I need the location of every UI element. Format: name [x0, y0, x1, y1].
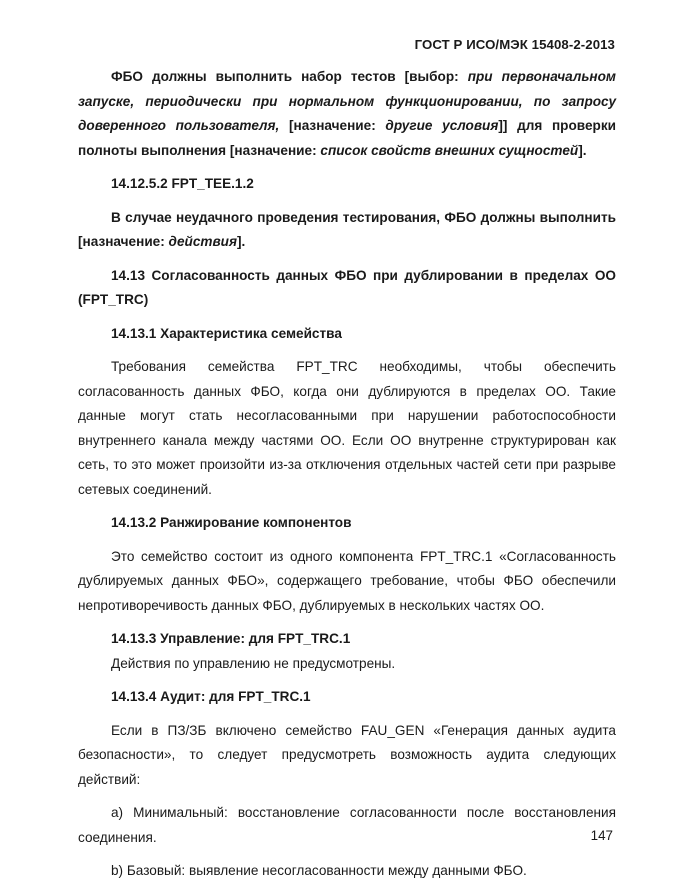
paragraph-fpt-tee-1-1: [78, 65, 616, 163]
heading-14-12-5-2: 14.12.5.2 FPT_TEE.1.2: [111, 176, 254, 191]
p2-italic-b: действия: [168, 234, 237, 249]
paragraph-fpt-tee-1-2: [78, 206, 616, 255]
paragraph-family-characteristic: Требования семейства FPT_TRC необходимы, чтобы обеспечить согласованность данных ФБО, когда они дублируются в пределах ОО. Такие данные могут стать несогласованными при нарушении работоспособности внутреннего канала между частями ОО. Если ОО внутренне структурирован как сеть, то это может произойти из-за отключения отдельных частей сети при разрыве сетевых соединений.: [78, 359, 616, 497]
list-item-basic: b) Базовый: выявление несогласованности между данными ФБО.: [111, 863, 527, 878]
p1-italic-f: список свойств внешних сущностей: [320, 142, 579, 158]
p1-text-c: [назначение:: [288, 118, 386, 133]
p1-text-e: ]] для проверки полноты выполнения [назначение:: [78, 118, 616, 158]
list-item-minimal: а) Минимальный: восстановление согласованности после восстановления соединения.: [78, 805, 616, 845]
heading-14-13-3: 14.13.3 Управление: для FPT_TRC.1: [111, 631, 351, 646]
document-body: [78, 65, 616, 884]
heading-14-13-2: 14.13.2 Ранжирование компонентов: [111, 515, 352, 530]
page-number: 147: [590, 828, 613, 843]
paragraph-component-ranking: Это семейство состоит из одного компонента FPT_TRC.1 «Согласованность дублируемых данных ФБО», содержащего требование, чтобы ФБО обеспечили непротиворечивость данных ФБО, дублируемых в нескольких частях ОО.: [78, 548, 616, 613]
p1-italic-d: другие условия: [385, 118, 499, 133]
p1-italic-b: при первоначальном запуске, периодически при нормальном функционировании, по запросу доверенного пользователя,: [78, 69, 616, 133]
paragraph-audit: Если в ПЗ/ЗБ включено семейство FAU_GEN «Генерация данных аудита безопасности», то следует предусмотреть возможность аудита следующих действий:: [78, 722, 616, 787]
document-header: ГОСТ Р ИСО/МЭК 15408-2-2013: [414, 37, 615, 52]
p1-text-g: ].: [578, 142, 587, 158]
heading-14-13-1: 14.13.1 Характеристика семейства: [111, 325, 342, 341]
p2-text-c: ].: [236, 234, 246, 249]
heading-14-13: 14.13 Согласованность данных ФБО при дублировании в пределах ОО (FPT_TRC): [78, 267, 616, 307]
p2-text-a: В случае неудачного проведения тестирования, ФБО должны выполнить [назначение:: [78, 209, 616, 249]
paragraph-management: Действия по управлению не предусмотрены.: [111, 655, 396, 671]
p1-text-a: ФБО должны выполнить набор тестов [выбор:: [111, 69, 468, 84]
heading-14-13-4: 14.13.4 Аудит: для FPT_TRC.1: [111, 689, 311, 704]
